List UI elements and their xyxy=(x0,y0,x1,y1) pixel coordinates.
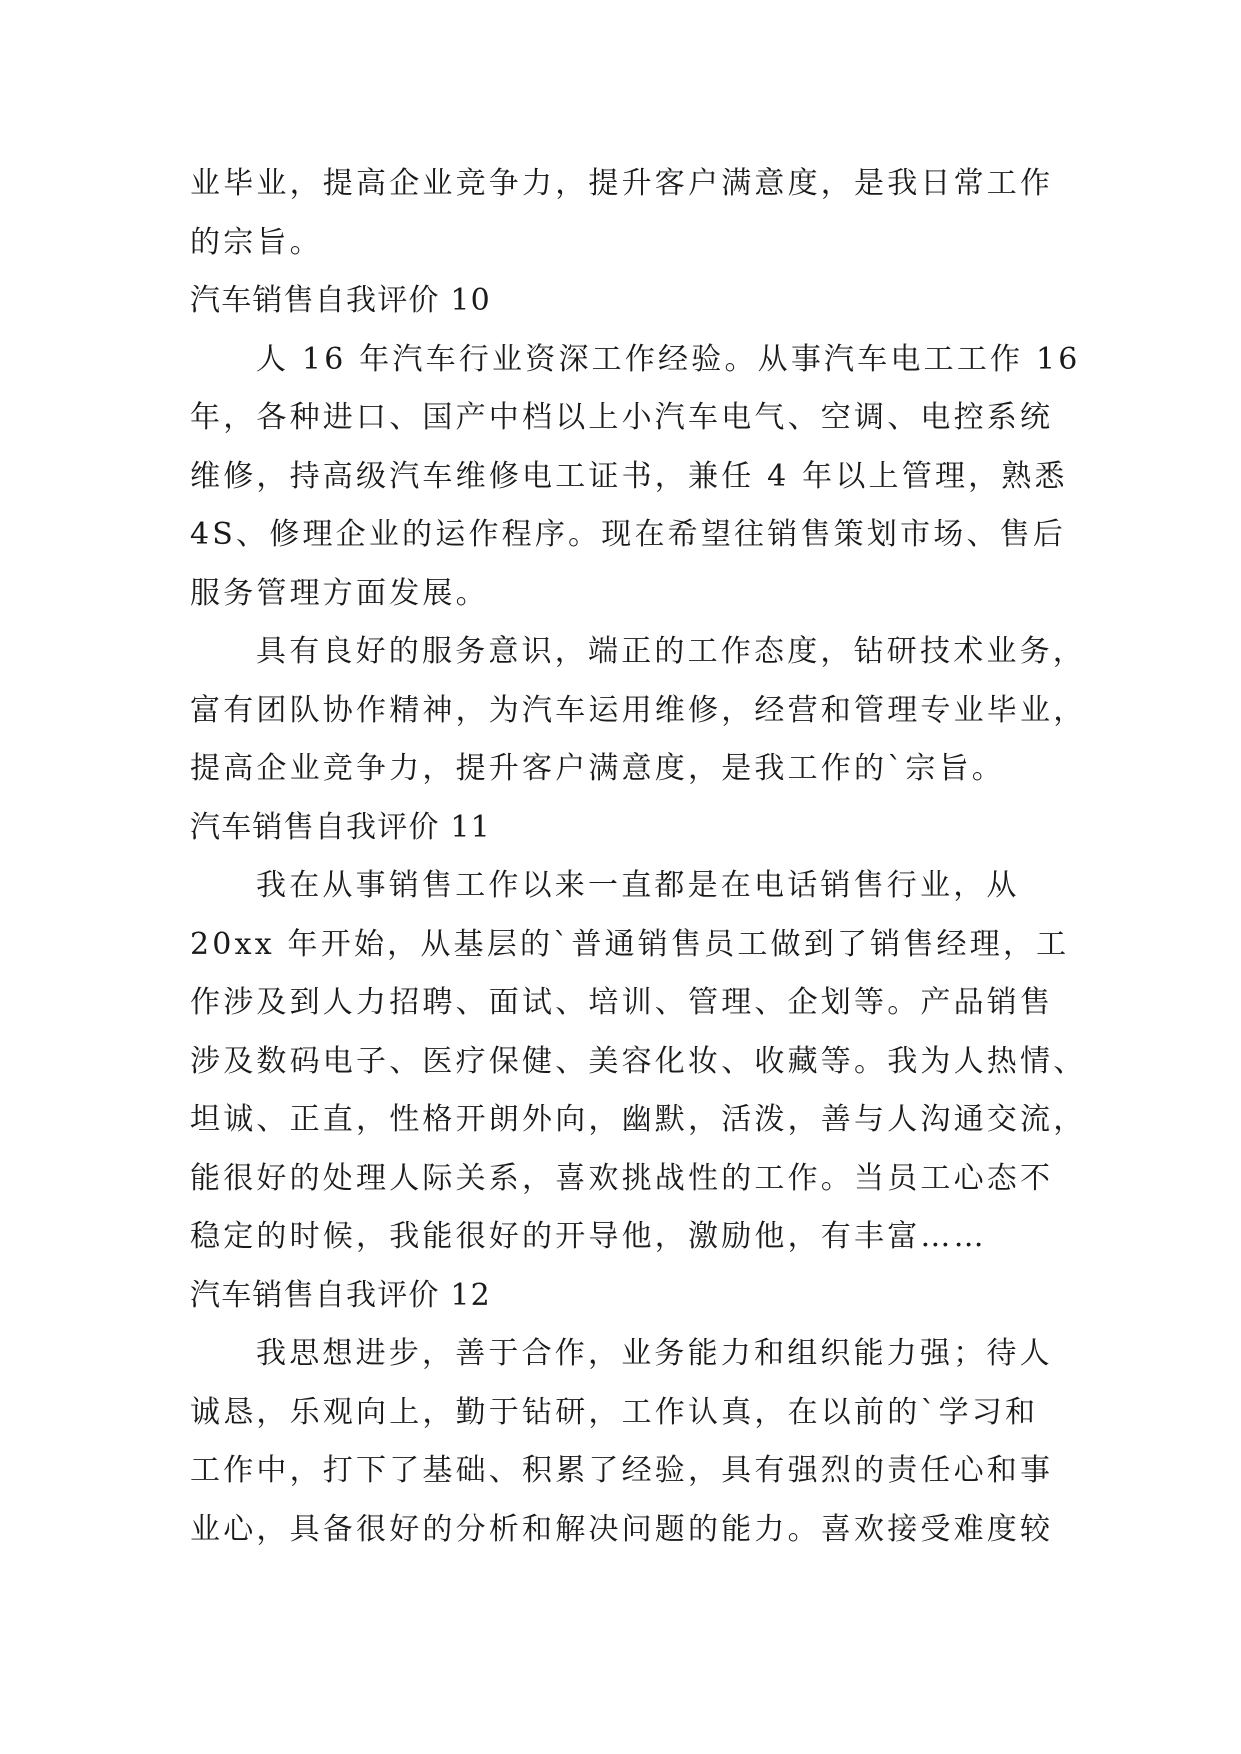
text-line: 20xx 年开始，从基层的`普通销售员工做到了销售经理，工 xyxy=(190,926,1070,962)
paragraph-first-line: 我思想进步，善于合作，业务能力和组织能力强；待人 xyxy=(256,1336,1053,1371)
text-line: 的宗旨。 xyxy=(190,224,323,260)
text-line: 坦诚、正直，性格开朗外向，幽默，活泼，善与人沟通交流， xyxy=(190,1102,1087,1137)
paragraph-first-line: 人 16 年汽车行业资深工作经验。从事汽车电工工作 16 xyxy=(256,341,1081,377)
text-line: 稳定的时候，我能很好的开导他，激励他，有丰富…… xyxy=(190,1219,987,1254)
text-line: 工作中，打下了基础、积累了经验，具有强烈的责任心和事 xyxy=(190,1453,1054,1488)
paragraph-first-line: 我在从事销售工作以来一直都是在电话销售行业，从 xyxy=(256,868,1020,903)
text-line: 4S、修理企业的运作程序。现在希望往销售策划市场、售后 xyxy=(190,517,1067,552)
text-line: 业毕业，提高企业竞争力，提升客户满意度，是我日常工作 xyxy=(190,166,1054,201)
text-line: 作涉及到人力招聘、面试、培训、管理、企划等。产品销售 xyxy=(190,985,1054,1020)
text-line: 涉及数码电子、医疗保健、美容化妆、收藏等。我为人热情、 xyxy=(190,1043,1087,1079)
document-body xyxy=(190,155,1087,1559)
text-line: 能很好的处理人际关系，喜欢挑战性的工作。当员工心态不 xyxy=(190,1160,1054,1196)
text-line: 诚恳，乐观向上，勤于钻研，工作认真，在以前的`学习和 xyxy=(190,1394,1039,1430)
text-line: 提高企业竞争力，提升客户满意度，是我工作的`宗旨。 xyxy=(190,751,1005,786)
section-heading: 汽车销售自我评价 12 xyxy=(190,1277,491,1313)
text-line: 业心，具备很好的分析和解决问题的能力。喜欢接受难度较 xyxy=(190,1511,1054,1547)
section-heading: 汽车销售自我评价 11 xyxy=(190,809,491,845)
text-line: 富有团队协作精神，为汽车运用维修，经营和管理专业毕业， xyxy=(190,692,1087,728)
paragraph-first-line: 具有良好的服务意识，端正的工作态度，钻研技术业务， xyxy=(256,634,1086,669)
section-heading: 汽车销售自我评价 10 xyxy=(190,283,491,318)
text-line: 服务管理方面发展。 xyxy=(190,575,489,611)
text-line: 年，各种进口、国产中档以上小汽车电气、空调、电控系统 xyxy=(190,400,1054,435)
text-line: 维修，持高级汽车维修电工证书，兼任 4 年以上管理，熟悉 xyxy=(190,458,1068,494)
